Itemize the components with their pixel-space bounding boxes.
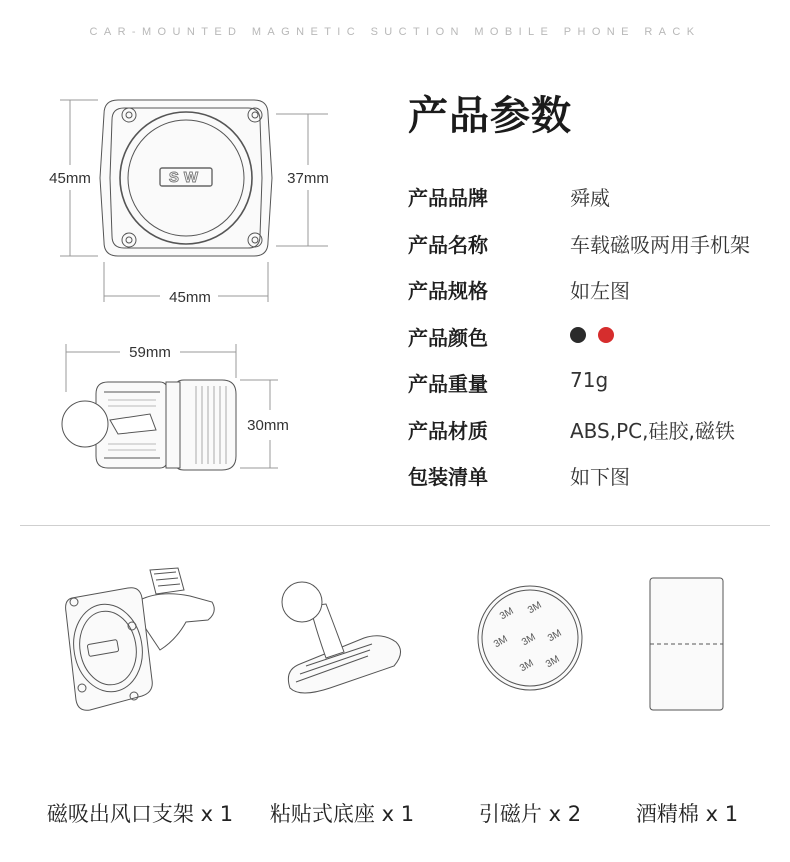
spec-value: ABS,PC,硅胶,磁铁 — [570, 418, 735, 443]
sticker-label: 3M — [518, 657, 536, 675]
sticker-label: 3M — [520, 631, 538, 649]
alcohol-pad-icon — [650, 578, 723, 710]
section-divider — [20, 525, 770, 526]
spec-value: 车载磁吸两用手机架 — [570, 232, 750, 257]
color-swatch-red — [598, 327, 614, 343]
part-caption-vent-mount: 磁吸出风口支架 x 1 — [46, 802, 234, 826]
spec-label: 产品名称 — [408, 232, 488, 257]
spec-label: 产品规格 — [408, 279, 488, 303]
sticker-label: 3M — [498, 605, 516, 623]
side-view-drawing — [62, 344, 278, 470]
adhesive-base-icon — [282, 582, 401, 693]
color-swatches — [570, 322, 626, 346]
spec-title: 产品参数 — [408, 93, 572, 139]
part-caption-alcohol-pad: 酒精棉 x 1 — [635, 802, 739, 826]
front-width-label: 45mm — [169, 289, 211, 306]
spec-value: 如下图 — [570, 465, 630, 489]
side-width-label: 59mm — [129, 344, 171, 361]
spec-list — [408, 178, 788, 504]
spec-label: 包装清单 — [408, 465, 488, 489]
package-contents — [0, 560, 790, 850]
spec-value: 舜威 — [570, 186, 610, 210]
sticker-label: 3M — [546, 627, 564, 645]
spec-row-size — [408, 271, 788, 318]
front-view-drawing — [60, 100, 328, 302]
spec-label: 产品品牌 — [408, 186, 488, 210]
spec-label: 产品重量 — [408, 372, 488, 396]
spec-row-color — [408, 318, 788, 365]
sticker-label: 3M — [544, 653, 562, 671]
part-caption-adhesive-base: 粘贴式底座 x 1 — [269, 802, 415, 826]
front-height-label: 45mm — [49, 170, 91, 187]
air-vent-mount-icon — [66, 568, 215, 710]
sticker-label: 3M — [492, 633, 510, 651]
dimension-drawing — [0, 0, 400, 520]
front-inner-height-label: 37mm — [287, 170, 329, 187]
spec-row-brand — [408, 178, 788, 225]
spec-row-material — [408, 411, 788, 458]
color-swatch-black — [570, 327, 586, 343]
side-height-label: 30mm — [247, 417, 289, 434]
spec-label: 产品材质 — [408, 418, 488, 443]
spec-value: 71g — [570, 368, 609, 392]
spec-label: 产品颜色 — [408, 325, 488, 350]
spec-row-weight — [408, 364, 788, 411]
part-caption-magnetic-plate: 引磁片 x 2 — [478, 802, 582, 826]
sticker-label: 3M — [526, 599, 544, 617]
top-banner: CAR-MOUNTED MAGNETIC SUCTION MOBILE PHONE RACK — [89, 26, 701, 38]
package-illustrations — [0, 560, 790, 760]
logo-text: SW — [168, 169, 204, 186]
magnetic-plate-icon — [478, 586, 582, 690]
spec-row-package — [408, 457, 788, 504]
spec-value: 如左图 — [570, 279, 630, 303]
spec-row-name — [408, 225, 788, 272]
